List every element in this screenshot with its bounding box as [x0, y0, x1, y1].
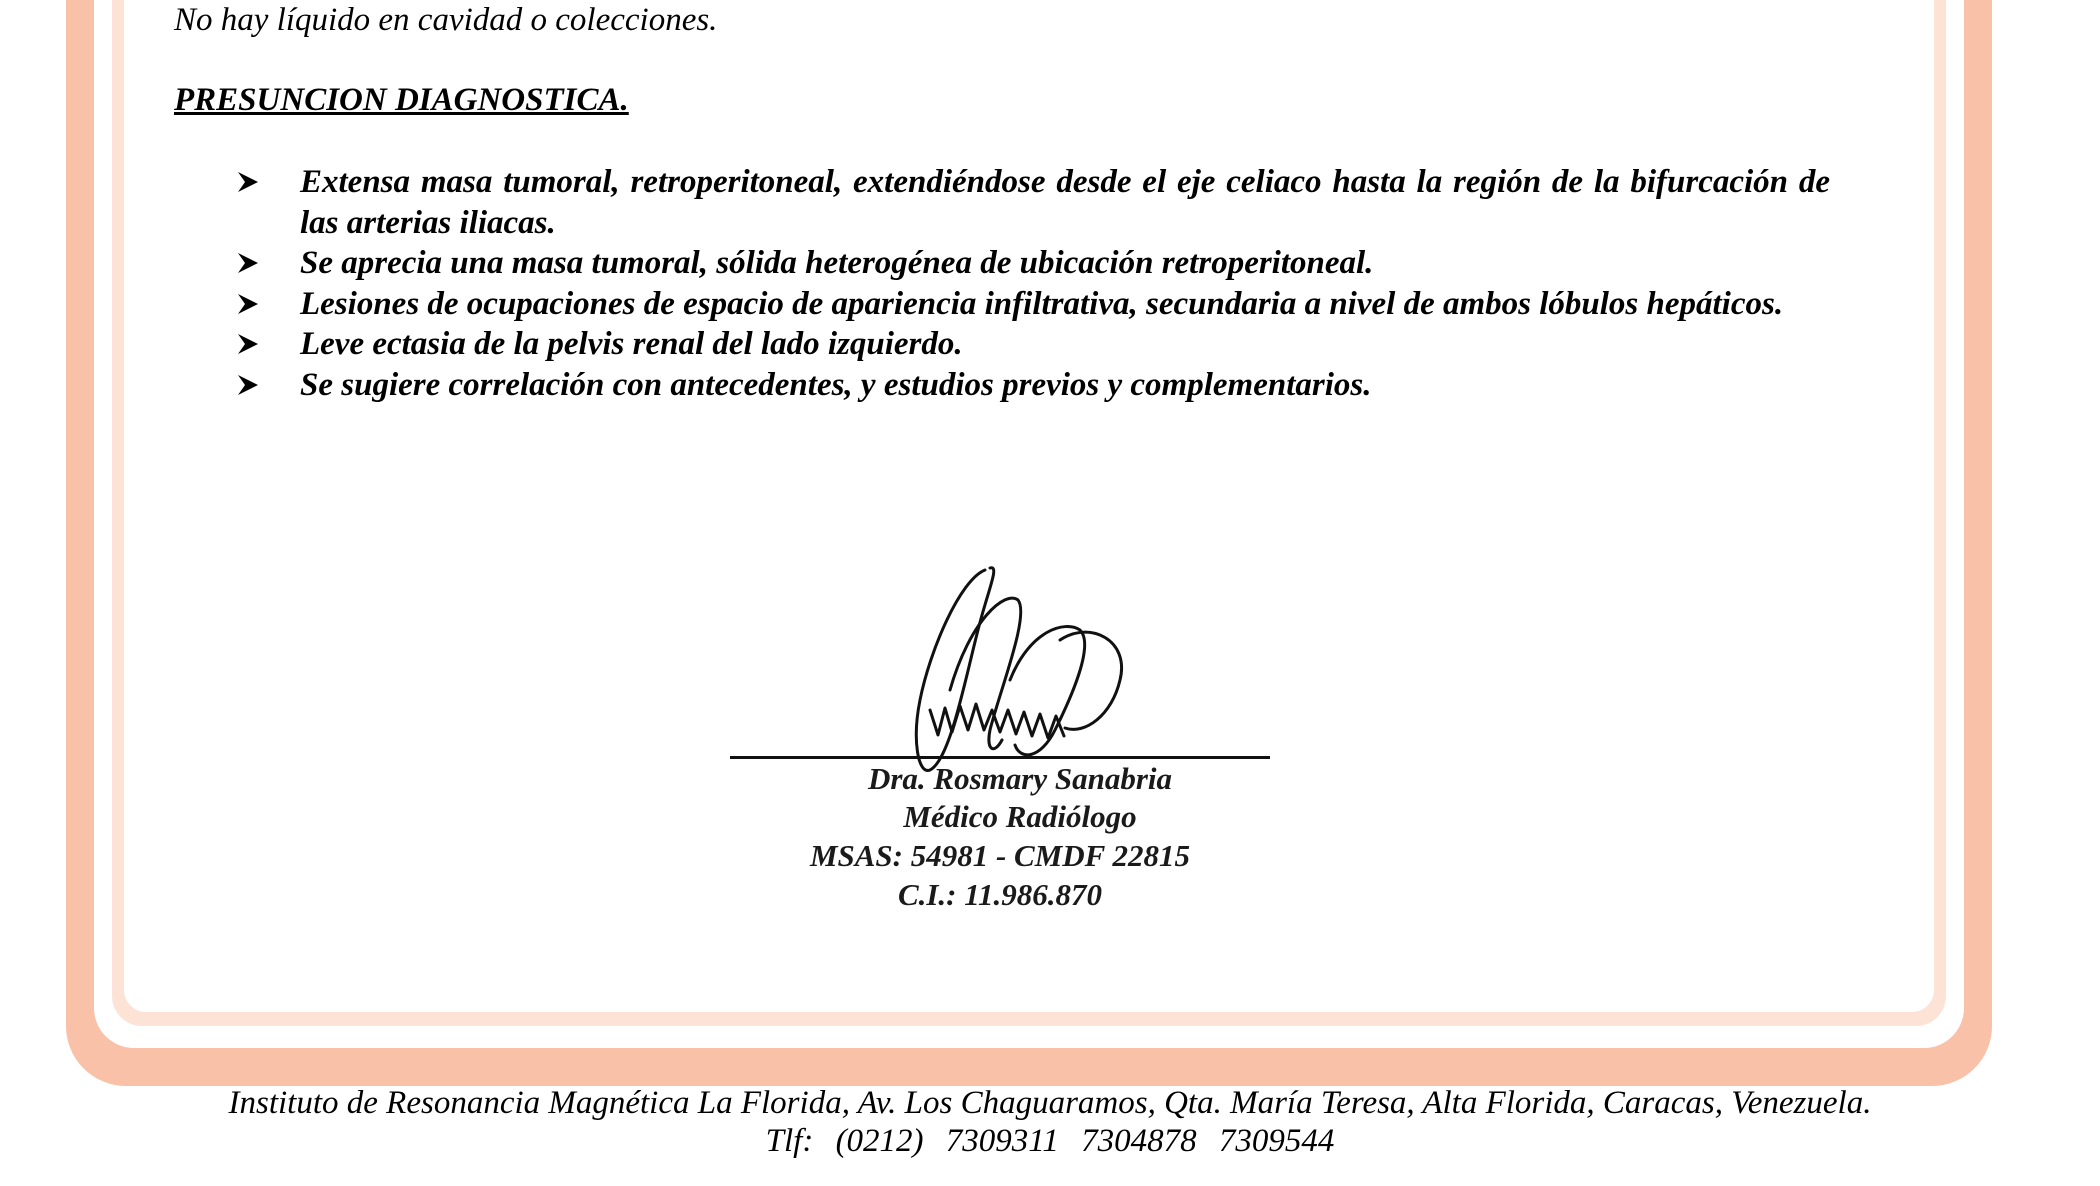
footer-address: Instituto de Resonancia Magnética La Florida, Av. Los Chaguaramos, Qta. María Teresa, Alta Florida, Caracas, Venezuela.: [228, 1085, 1872, 1121]
diagnostic-heading: PRESUNCION DIAGNOSTICA.: [174, 82, 629, 118]
finding-item: [236, 243, 1830, 284]
signer-name: Dra. Rosmary Sanabria: [867, 761, 1173, 796]
finding-item: [236, 162, 1830, 243]
signature-line: [730, 756, 1270, 759]
finding-text: Se sugiere correlación con antecedentes, y estudios previos y complementarios.: [300, 366, 1372, 403]
arrowhead-bullet-icon: [236, 324, 270, 356]
arrowhead-bullet-icon: [236, 284, 270, 316]
finding-item: [236, 284, 1830, 325]
arrowhead-bullet-icon: [236, 365, 270, 397]
footer-phones: Tlf: (0212) 7309311 7304878 7309544: [765, 1123, 1335, 1159]
intro-line: No hay líquido en cavidad o colecciones.: [174, 2, 718, 38]
finding-text: Leve ectasia de la pelvis renal del lado izquierdo.: [300, 326, 963, 362]
finding-text: Se aprecia una masa tumoral, sólida heterogénea de ubicación retroperitoneal.: [300, 245, 1374, 281]
arrowhead-bullet-icon: [236, 243, 270, 275]
finding-item: [236, 365, 1830, 406]
signer-license: MSAS: 54981 - CMDF 22815: [809, 838, 1191, 873]
finding-text: Extensa masa tumoral, retroperitoneal, extendiéndose desde el eje celiaco hasta la región de la bifurcación de las arterias iliacas.: [300, 164, 1830, 241]
signer-id: C.I.: 11.986.870: [897, 877, 1103, 912]
signer-title: Médico Radiólogo: [903, 799, 1137, 834]
footer: [0, 1084, 2100, 1160]
arrowhead-bullet-icon: [236, 162, 270, 194]
finding-text: Lesiones de ocupaciones de espacio de apariencia infiltrativa, secundaria a nivel de ambos lóbulos hepáticos.: [300, 285, 1784, 322]
findings-list: [236, 162, 1830, 405]
finding-item: [236, 324, 1830, 365]
